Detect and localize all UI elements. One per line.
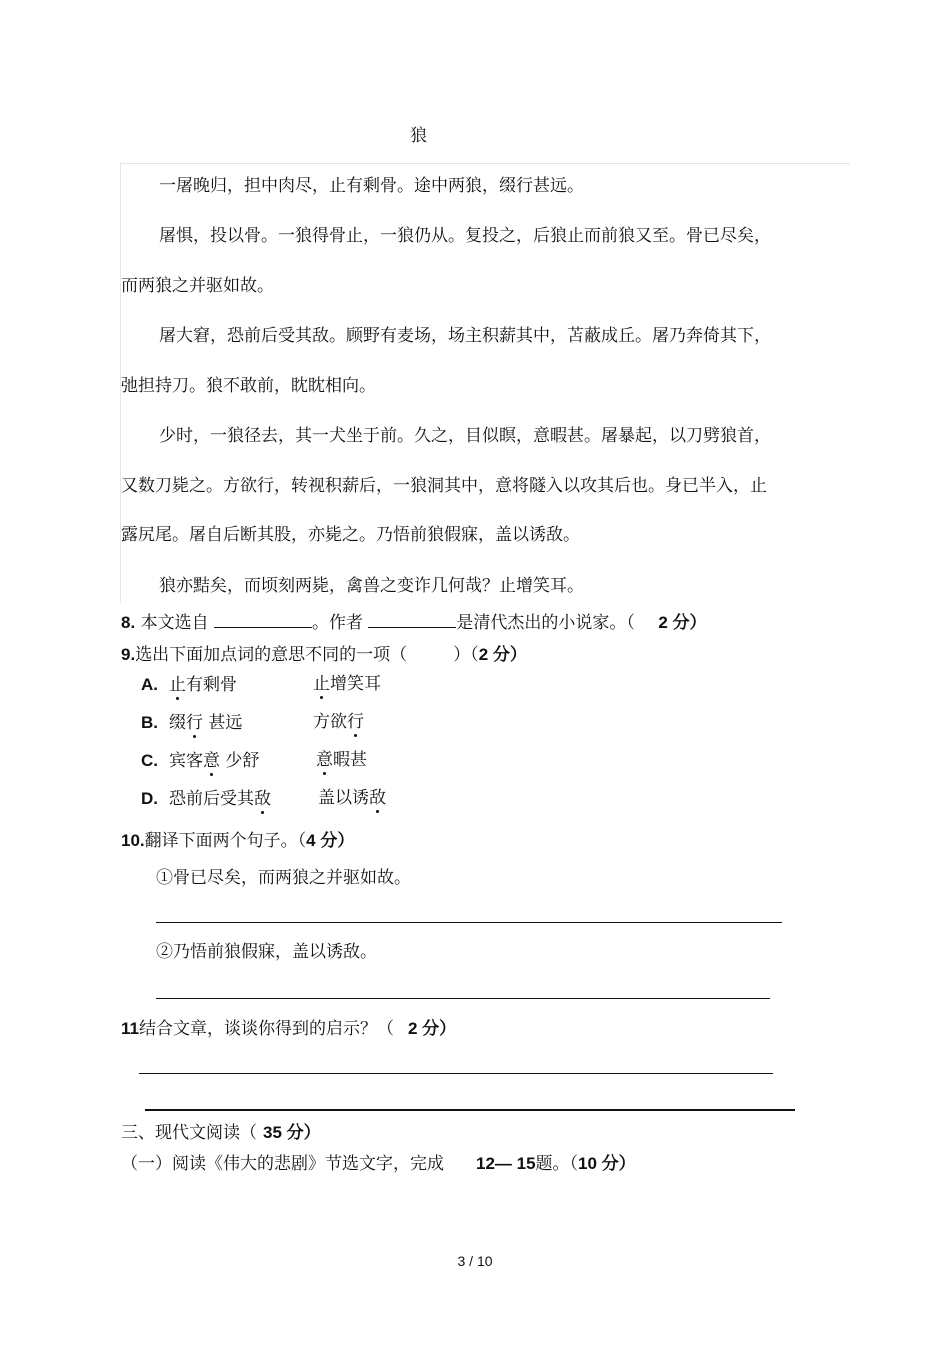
question-text: 选出下面加点词的意思不同的一项（ xyxy=(135,645,408,665)
passage-paragraph: 狼亦黠矣，而顷刻两毙，禽兽之变诈几何哉？止增笑耳。 xyxy=(159,576,584,596)
passage-paragraph: 又数刀毙之。方欲行，转视积薪后，一狼洞其中，意将隧入以攻其后也。身已半入，止 xyxy=(121,476,767,496)
option-label: C. xyxy=(141,751,158,770)
option-text: 暇甚 xyxy=(333,750,367,770)
section-title: 三、现代文阅读（ xyxy=(121,1123,257,1143)
question-range: 12— 15 xyxy=(476,1154,536,1173)
question-8 xyxy=(121,613,707,632)
subsection-text: 题。（ xyxy=(535,1154,579,1174)
dotted-char: 意 xyxy=(316,750,333,770)
page-number: 3 / 10 xyxy=(457,1253,493,1269)
answer-line[interactable] xyxy=(156,998,770,999)
passage-title: 狼 xyxy=(410,126,427,146)
question-9 xyxy=(121,646,527,664)
translate-sentence-1: ①骨已尽矣，而两狼之并驱如故。 xyxy=(156,868,411,888)
question-11 xyxy=(121,1020,456,1038)
dotted-char: 行 xyxy=(347,712,364,732)
option-b xyxy=(141,714,242,732)
option-text: 缀 xyxy=(169,713,186,733)
divider xyxy=(120,163,850,164)
score: 35 分） xyxy=(263,1123,321,1142)
option-a xyxy=(141,676,237,694)
option-d-right xyxy=(318,790,386,807)
option-text: 盖以诱 xyxy=(318,788,369,808)
question-text: 是清代杰出的小说家。（ xyxy=(456,613,635,633)
translate-sentence-2: ②乃悟前狼假寐，盖以诱敌。 xyxy=(156,942,377,962)
passage-paragraph: 露尻尾。屠自后断其股，亦毙之。乃悟前狼假寐，盖以诱敌。 xyxy=(121,525,580,545)
dotted-char: 敌 xyxy=(369,788,386,808)
dotted-char: 止 xyxy=(313,674,330,694)
question-text: ）（ xyxy=(453,645,479,665)
question-number: 11 xyxy=(121,1019,139,1038)
question-text: 。作者 xyxy=(312,613,363,633)
answer-line[interactable] xyxy=(145,1109,795,1111)
dotted-char: 意 xyxy=(203,751,220,771)
section-heading xyxy=(121,1124,321,1142)
passage-paragraph: 少时，一狼径去，其一犬坐于前。久之，目似瞑，意暇甚。屠暴起，以刀劈狼首， xyxy=(159,426,771,446)
option-label: D. xyxy=(141,789,158,808)
answer-line[interactable] xyxy=(156,922,782,923)
score: 4 分） xyxy=(306,831,355,850)
option-label: B. xyxy=(141,713,158,732)
dotted-char: 敌 xyxy=(254,789,271,809)
passage-paragraph: 屠惧，投以骨。一狼得骨止，一狼仍从。复投之，后狼止而前狼又至。骨已尽矣， xyxy=(159,226,771,246)
option-text: 方欲 xyxy=(313,712,347,732)
question-number: 8. xyxy=(121,613,136,632)
dotted-char: 止 xyxy=(169,675,186,695)
subsection-text: （一）阅读《伟大的悲剧》节选文字，完成 xyxy=(121,1154,444,1174)
option-text: 有剩骨 xyxy=(186,675,237,695)
option-text: 少舒 xyxy=(220,751,260,771)
answer-line[interactable] xyxy=(139,1073,773,1074)
option-label: A. xyxy=(141,675,158,694)
option-text: 增笑耳 xyxy=(330,674,381,694)
dotted-char: 行 xyxy=(186,713,203,733)
answer-blank[interactable] xyxy=(368,613,456,628)
passage-paragraph: 弛担持刀。狼不敢前，眈眈相向。 xyxy=(121,376,376,396)
score: 2 分） xyxy=(478,645,527,664)
passage-paragraph: 一屠晚归，担中肉尽，止有剩骨。途中两狼，缀行甚远。 xyxy=(159,176,584,196)
score: 2 分） xyxy=(658,613,707,632)
option-b-right xyxy=(313,714,364,731)
option-c xyxy=(141,752,259,770)
score: 2 分） xyxy=(407,1019,457,1038)
question-number: 10. xyxy=(121,831,145,850)
option-c-right xyxy=(316,752,367,769)
question-10 xyxy=(121,832,354,850)
option-text: 恐前后受其 xyxy=(169,789,254,809)
option-a-right xyxy=(313,676,381,693)
option-text: 宾客 xyxy=(169,751,203,771)
passage-paragraph: 而两狼之并驱如故。 xyxy=(121,276,274,296)
option-text: 甚远 xyxy=(203,713,243,733)
option-d xyxy=(141,790,271,808)
subsection-heading xyxy=(121,1155,636,1173)
question-text: 翻译下面两个句子。（ xyxy=(144,831,307,851)
score: 10 分） xyxy=(578,1154,636,1173)
question-text: 本文选自 xyxy=(140,613,209,633)
passage-paragraph: 屠大窘，恐前后受其敌。顾野有麦场，场主积薪其中，苫蔽成丘。屠乃奔倚其下， xyxy=(159,326,771,346)
answer-blank[interactable] xyxy=(214,613,312,628)
question-text: 结合文章，谈谈你得到的启示？（ xyxy=(138,1019,394,1039)
question-number: 9. xyxy=(121,645,136,664)
